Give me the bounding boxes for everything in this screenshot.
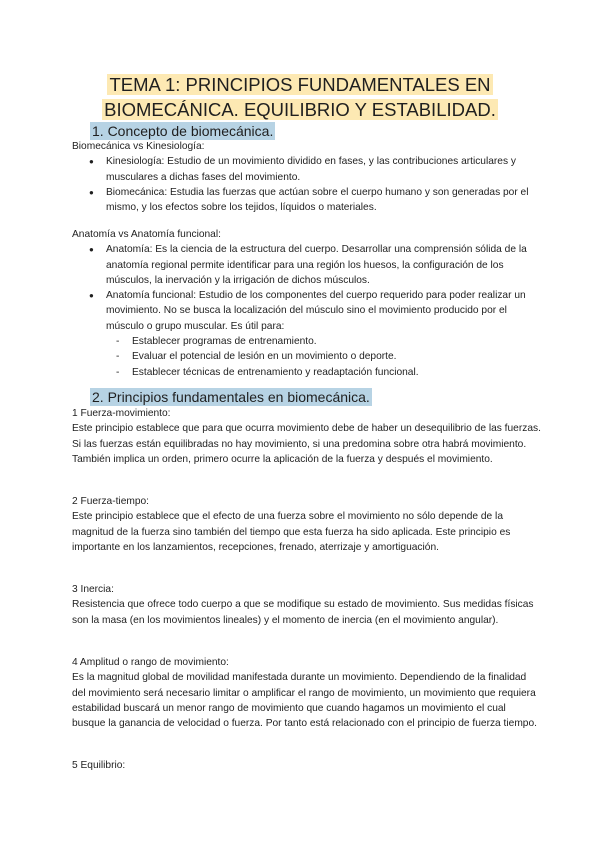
sub-list-item: - Establecer técnicas de entrenamiento y readaptación funcional. <box>72 365 542 380</box>
title-line-2: BIOMECÁNICA. EQUILIBRIO Y ESTABILIDAD. <box>104 99 496 120</box>
principle-1 <box>72 406 542 467</box>
principle-title: 1 Fuerza-movimiento: <box>72 408 171 419</box>
page-title <box>0 72 600 122</box>
principle-text: Este principio establece que el efecto de una fuerza sobre el movimiento no sólo depende de la magnitud de la fuerza sino también del tiempo que esta fuerza ha sido aplicada. Este principio es importante en los lanzamientos, recepciones, frenado, aterrizaje y amortiguación. <box>72 511 511 553</box>
list-item: ● Anatomía: Es la ciencia de la estructura del cuerpo. Desarrollar una comprensión sólida de la anatomía regional permite identificar para una región los huesos, la configuración de los músculos, la inervación y la irrigación de dichos músculos. <box>72 242 542 288</box>
principle-title: 5 Equilibrio: <box>72 760 126 771</box>
group-1-label: Biomecánica vs Kinesiología: <box>72 141 205 152</box>
group-1-list <box>72 154 542 215</box>
title-line-1: TEMA 1: PRINCIPIOS FUNDAMENTALES EN <box>109 74 491 95</box>
principle-3 <box>72 582 542 628</box>
section-1-group-2 <box>72 227 542 380</box>
group-2-sublist <box>72 334 542 380</box>
list-item: ● Biomecánica: Estudia las fuerzas que actúan sobre el cuerpo humano y son generadas por el mismo, y los efectos sobre los tejidos, líquidos o materiales. <box>72 185 542 216</box>
list-item: ● Anatomía funcional: Estudio de los componentes del cuerpo requerido para poder realizar un movimiento. No se busca la localización del músculo sino el movimiento producido por el músculo o grupo muscular. Es útil para: <box>72 288 542 334</box>
principle-5 <box>72 758 542 773</box>
principle-4 <box>72 655 542 731</box>
group-2-list <box>72 242 542 334</box>
section-2-heading: 2. Principios fundamentales en biomecánica. <box>92 389 370 405</box>
list-item: ● Kinesiología: Estudio de un movimiento dividido en fases, y las contribuciones articulares y musculares a dichas fases del movimiento. <box>72 154 542 185</box>
section-1-heading: 1. Concepto de biomecánica. <box>92 123 274 139</box>
section-1-group-1 <box>72 139 542 215</box>
principle-text: Es la magnitud global de movilidad manifestada durante un movimiento. Dependiendo de la finalidad del movimiento será necesario limitar o amplificar el rango de movimiento, un movimiento que requiera estabilidad buscará un menor rango de movimiento que cuando hagamos un movimiento el cual busque la ganancia de velocidad o fuerza. Por tanto está relacionado con el principio de fuerza tiempo. <box>72 672 537 730</box>
group-2-label: Anatomía vs Anatomía funcional: <box>72 229 221 240</box>
sub-list-item: - Evaluar el potencial de lesión en un movimiento o deporte. <box>72 349 542 364</box>
principle-title: 4 Amplitud o rango de movimiento: <box>72 657 229 668</box>
principle-title: 3 Inercia: <box>72 584 114 595</box>
principle-title: 2 Fuerza-tiempo: <box>72 496 150 507</box>
principle-text: Resistencia que ofrece todo cuerpo a que se modifique su estado de movimiento. Sus medidas físicas son la masa (en los movimientos lineales) y el momento de inercia (en el movimiento angular). <box>72 599 534 626</box>
principle-2 <box>72 494 542 555</box>
sub-list-item: - Establecer programas de entrenamiento. <box>72 334 542 349</box>
principle-text: Este principio establece que para que ocurra movimiento debe de haber un desequilibrio de las fuerzas. Si las fuerzas están equilibradas no hay movimiento, si una predomina sobre otra habrá movimiento. También implica un orden, primero ocurre la aplicación de la fuerza y después el movimiento. <box>72 423 541 465</box>
